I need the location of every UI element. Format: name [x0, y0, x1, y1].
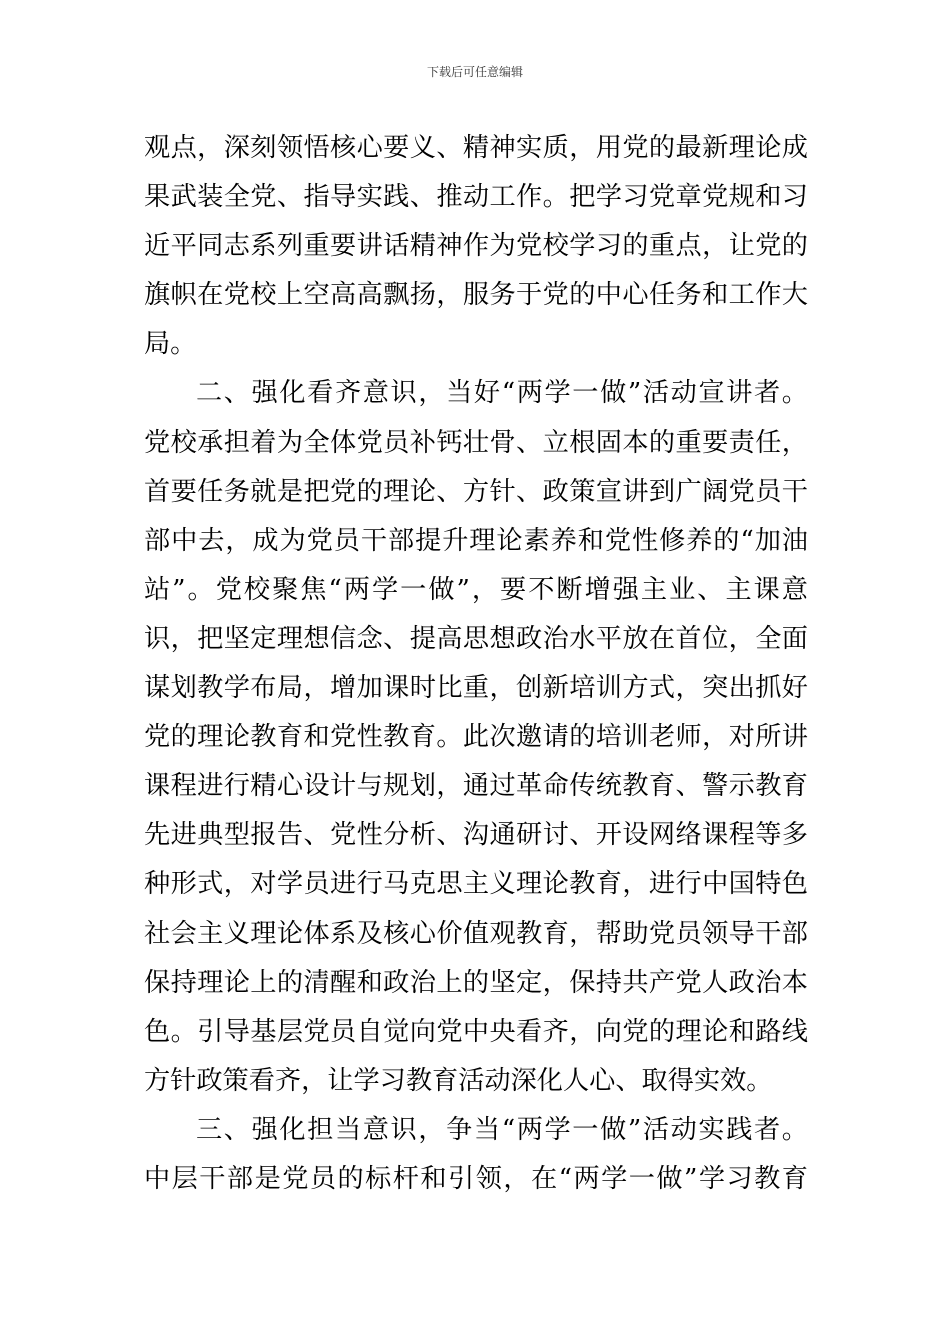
text-line: 果武装全党、指导实践、推动工作。把学习党章党规和习	[144, 182, 808, 213]
text-line: 社会主义理论体系及核心价值观教育，帮助党员领导干部	[144, 918, 808, 949]
text-line: 旗帜在党校上空高高飘扬，服务于党的中心任务和工作大	[144, 280, 808, 311]
text-line: 种形式，对学员进行马克思主义理论教育，进行中国特色	[144, 869, 808, 900]
text-line: 先进典型报告、党性分析、沟通研讨、开设网络课程等多	[144, 820, 808, 851]
document-body	[144, 124, 808, 1204]
text-line: 谋划教学布局，增加课时比重，创新培训方式，突出抓好	[144, 673, 808, 704]
section-heading-3: 三、强化担当意识，争当“两学一做”活动实践者。	[196, 1114, 808, 1145]
page-header: 下载后可任意编辑	[426, 65, 523, 79]
text-line: 课程进行精心设计与规划，通过革命传统教育、警示教育	[144, 771, 808, 802]
text-line: 中层干部是党员的标杆和引领，在“两学一做”学习教育	[144, 1163, 808, 1194]
text-line: 局。	[144, 329, 197, 360]
text-line: 方针政策看齐，让学习教育活动深化人心、取得实效。	[144, 1065, 773, 1096]
text-line: 首要任务就是把党的理论、方针、政策宣讲到广阔党员干	[144, 476, 808, 507]
text-line: 色。引导基层党员自觉向党中央看齐，向党的理论和路线	[144, 1016, 808, 1047]
text-line: 识，把坚定理想信念、提高思想政治水平放在首位，全面	[144, 623, 808, 654]
text-line: 部中去，成为党员干部提升理论素养和党性修养的“加油	[144, 525, 808, 556]
text-line: 党校承担着为全体党员补钙壮骨、立根固本的重要责任，	[144, 427, 808, 458]
section-heading-2: 二、强化看齐意识，当好“两学一做”活动宣讲者。	[196, 378, 808, 409]
text-line: 近平同志系列重要讲话精神作为党校学习的重点，让党的	[144, 231, 808, 262]
text-line: 观点，深刻领悟核心要义、精神实质，用党的最新理论成	[144, 133, 808, 163]
text-line: 保持理论上的清醒和政治上的坚定，保持共产党人政治本	[144, 967, 808, 998]
text-line: 站”。党校聚焦“两学一做”，要不断增强主业、主课意	[144, 574, 808, 605]
text-line: 党的理论教育和党性教育。此次邀请的培训老师，对所讲	[144, 722, 808, 753]
